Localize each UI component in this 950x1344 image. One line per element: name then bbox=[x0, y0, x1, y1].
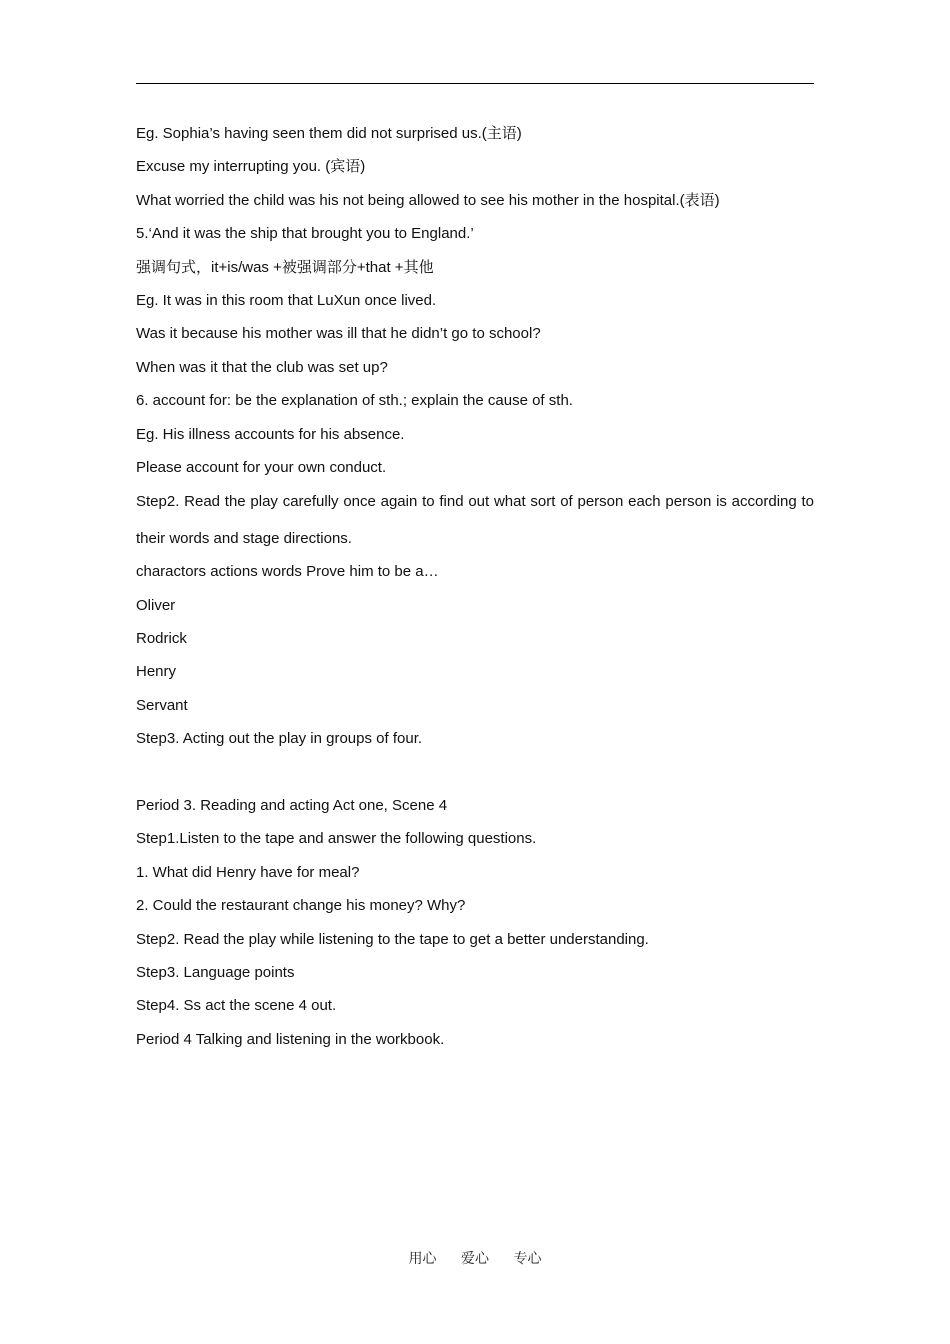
page-footer bbox=[0, 1248, 950, 1268]
text-line: Eg. His illness accounts for his absence. bbox=[136, 425, 405, 443]
text-line: Oliver bbox=[136, 596, 176, 614]
footer-word: 爱心 bbox=[461, 1251, 489, 1267]
text-line: Please account for your own conduct. bbox=[136, 458, 387, 476]
text-line: When was it that the club was set up? bbox=[136, 358, 388, 376]
document-body bbox=[136, 124, 814, 1063]
text-line: Rodrick bbox=[136, 630, 187, 648]
text-line: Step3. Language points bbox=[136, 963, 295, 981]
text-line: Excuse my interrupting you. (宾语) bbox=[136, 158, 366, 176]
footer-word: 用心 bbox=[408, 1251, 437, 1267]
text-line: Was it because his mother was ill that he didn’t go to school? bbox=[136, 325, 541, 343]
text-line: Step4. Ss act the scene 4 out. bbox=[136, 997, 337, 1015]
text-line: Eg. Sophia’s having seen them did not surprised us.(主语) bbox=[136, 125, 522, 142]
footer-word: 专心 bbox=[513, 1251, 542, 1267]
text-line: 强调句式，it+is/was +被强调部分+that +其他 bbox=[136, 258, 434, 276]
text-line: Step3. Acting out the play in groups of four. bbox=[136, 730, 423, 748]
text-line: Step1.Listen to the tape and answer the following questions. bbox=[136, 830, 537, 848]
text-line: charactors actions words Prove him to be a… bbox=[136, 563, 439, 581]
text-line: Eg. It was in this room that LuXun once lived. bbox=[136, 291, 437, 309]
blank-line bbox=[136, 763, 814, 783]
text-line: Henry bbox=[136, 663, 177, 681]
text-line: Step2. Read the play while listening to the tape to get a better understanding. bbox=[136, 930, 649, 948]
text-line: 5.‘And it was the ship that brought you to England.’ bbox=[136, 225, 474, 243]
text-line: 6. account for: be the explanation of sth.; explain the cause of sth. bbox=[136, 392, 573, 410]
text-line: 2. Could the restaurant change his money? Why? bbox=[136, 897, 466, 915]
header-rule bbox=[136, 83, 814, 84]
section-heading: Period 3. Reading and acting Act one, Scene 4 bbox=[136, 797, 448, 815]
text-line: What worried the child was his not being allowed to see his mother in the hospital.(表语) bbox=[136, 191, 720, 209]
text-line: 1. What did Henry have for meal? bbox=[136, 863, 360, 881]
section-heading: Period 4 Talking and listening in the workbook. bbox=[136, 1030, 445, 1048]
text-line: Servant bbox=[136, 696, 188, 714]
text-paragraph: Step2. Read the play carefully once again to find out what sort of person each person is according to their words and stage directions. bbox=[136, 493, 814, 548]
